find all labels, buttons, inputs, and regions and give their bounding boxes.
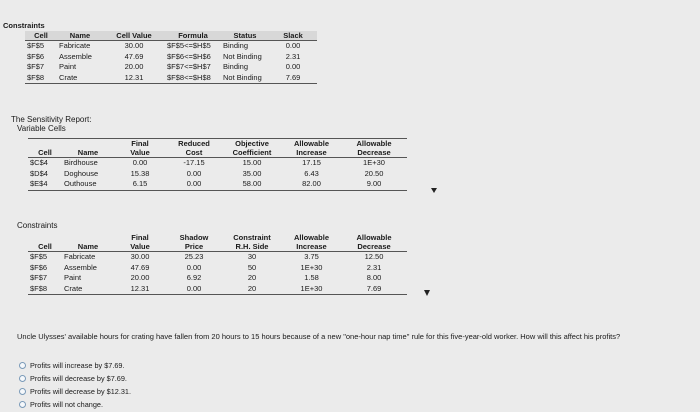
cell-name: Doghouse — [64, 168, 99, 178]
question-text: Uncle Ulysses' available hours for crating have fallen from 20 hours to 15 hours because of a new "one-hour nap time" rule for this five-year-old worker. How will this affect his profits? — [17, 332, 621, 341]
option-decrease-7-69[interactable] — [19, 374, 127, 383]
col-objective-coefficient: Coefficient — [222, 148, 282, 158]
variable-cells-title: Variable Cells — [17, 124, 66, 133]
cell-final-value: 15.38 — [130, 168, 150, 178]
option-increase-7-69[interactable] — [19, 361, 125, 370]
col-top — [28, 139, 62, 149]
cell-ref: $F$6 — [27, 51, 45, 61]
cursor-mark-icon — [431, 188, 437, 193]
cell-allowable-decrease: 8.00 — [366, 273, 382, 282]
col-status: Status — [221, 31, 269, 41]
cell-reduced-cost: 0.00 — [186, 168, 202, 178]
col-top: Final — [131, 233, 149, 242]
cell-value: 47.69 — [124, 51, 144, 61]
cell-ref: $F$8 — [28, 284, 62, 295]
cell-shadow-price: 0.00 — [186, 262, 202, 272]
cursor-mark-icon — [424, 290, 430, 296]
col-cell: Cell — [28, 148, 62, 158]
table-row — [28, 252, 407, 263]
cell-slack: 0.00 — [285, 62, 301, 71]
col-top: Reduced — [166, 139, 222, 149]
cell-allowable-decrease: 7.69 — [341, 284, 407, 295]
table-row — [25, 73, 317, 84]
cell-name: Paint — [64, 273, 82, 282]
col-name: Name — [62, 148, 114, 158]
constraints-sensitivity-title: Constraints — [17, 221, 58, 230]
cell-ref: $D$4 — [30, 168, 48, 178]
cell-objective-coefficient: 15.00 — [242, 158, 262, 167]
col-name: Name — [57, 31, 103, 41]
cell-ref: $F$7 — [30, 273, 48, 282]
cell-status: Not Binding — [223, 51, 262, 61]
col-allowable-increase: Increase — [282, 242, 341, 252]
cell-ref: $F$7 — [27, 62, 45, 71]
col-top: Allowable — [341, 139, 407, 149]
col-cell: Cell — [28, 242, 62, 252]
cell-allowable-decrease: 1E+30 — [363, 158, 385, 167]
col-top: Allowable — [293, 233, 329, 242]
cell-slack: 2.31 — [285, 51, 301, 61]
cell-value: 20.00 — [124, 62, 144, 71]
cell-formula: $F$8<=$H$8 — [165, 73, 221, 84]
cell-shadow-price: 0.00 — [166, 284, 222, 295]
cell-allowable-decrease: 20.50 — [364, 168, 384, 178]
cell-ref: $F$5 — [27, 41, 45, 50]
cell-ref: $C$4 — [30, 158, 48, 167]
sensitivity-title: The Sensitivity Report: — [11, 115, 92, 124]
cell-rh-side: 30 — [247, 252, 257, 261]
option-no-change[interactable] — [19, 400, 103, 409]
col-top — [62, 139, 114, 149]
col-top: Allowable — [356, 233, 392, 242]
col-top: Final — [114, 139, 166, 149]
col-allowable-increase: Increase — [282, 148, 341, 158]
cell-status: Not Binding — [221, 73, 269, 84]
cell-shadow-price: 6.92 — [186, 273, 202, 282]
constraints-title: Constraints — [3, 21, 45, 30]
col-name: Name — [62, 242, 114, 252]
table-row — [28, 158, 407, 169]
cell-final-value: 0.00 — [132, 158, 148, 167]
option-label: Profits will increase by $7.69. — [30, 361, 125, 370]
col-top: Constraint — [233, 233, 271, 242]
col-top — [28, 233, 62, 242]
table-row — [25, 41, 317, 52]
cell-allowable-decrease: 9.00 — [341, 179, 407, 190]
cell-allowable-increase: 1E+30 — [282, 284, 341, 295]
constraints-table — [25, 31, 317, 84]
col-slack: Slack — [269, 31, 317, 41]
cell-name: Assemble — [64, 262, 97, 272]
cell-allowable-decrease: 2.31 — [366, 262, 382, 272]
table-row — [25, 62, 317, 73]
cell-ref: $F$6 — [30, 262, 48, 272]
cell-name: Paint — [59, 62, 77, 71]
table-row — [28, 273, 407, 284]
col-reduced-cost: Cost — [166, 148, 222, 158]
cell-slack: 7.69 — [269, 73, 317, 84]
col-cell-value: Cell Value — [103, 31, 165, 41]
table-row — [25, 52, 317, 63]
radio-button[interactable] — [19, 401, 26, 408]
table-row — [28, 179, 407, 190]
cell-name: Assemble — [59, 51, 92, 61]
cell-rh-side: 50 — [247, 262, 257, 272]
col-formula: Formula — [165, 31, 221, 41]
cell-name: Crate — [57, 73, 103, 84]
cell-value: 30.00 — [124, 41, 144, 50]
cell-allowable-increase: 1E+30 — [300, 262, 323, 272]
cell-ref: $F$8 — [25, 73, 57, 84]
cell-allowable-increase: 3.75 — [304, 252, 319, 261]
cell-objective-coefficient: 35.00 — [242, 168, 262, 178]
cell-rh-side: 20 — [222, 284, 282, 295]
cell-value: 12.31 — [103, 73, 165, 84]
cell-status: Binding — [223, 62, 249, 71]
cell-allowable-increase: 1.58 — [304, 273, 319, 282]
col-allowable-decrease: Decrease — [341, 148, 407, 158]
table-row — [28, 169, 407, 180]
col-allowable-decrease: Decrease — [341, 242, 407, 252]
option-label: Profits will decrease by $12.31. — [30, 387, 131, 396]
cell-allowable-increase: 17.15 — [302, 158, 321, 167]
cell-allowable-decrease: 12.50 — [364, 252, 384, 261]
cell-allowable-increase: 82.00 — [282, 179, 341, 190]
cell-reduced-cost: -17.15 — [183, 158, 205, 167]
cell-name: Fabricate — [59, 41, 91, 50]
cell-objective-coefficient: 58.00 — [222, 179, 282, 190]
cell-formula: $F$6<=$H$6 — [167, 51, 211, 61]
cell-final-value: 20.00 — [130, 273, 150, 282]
col-top: Allowable — [282, 139, 341, 149]
option-label: Profits will decrease by $7.69. — [30, 374, 127, 383]
table-row — [28, 284, 407, 295]
radio-button[interactable] — [19, 375, 26, 382]
constraints-sensitivity-table — [28, 233, 407, 295]
radio-button[interactable] — [19, 362, 26, 369]
cell-ref: $E$4 — [28, 179, 62, 190]
variable-cells-table — [28, 138, 407, 191]
col-final-value: Value — [114, 148, 166, 158]
cell-formula: $F$5<=$H$5 — [167, 41, 211, 50]
col-top: Objective — [222, 139, 282, 149]
col-shadow-price: Price — [166, 242, 222, 252]
cell-status: Binding — [223, 41, 249, 50]
cell-final-value: 12.31 — [114, 284, 166, 295]
cell-name: Outhouse — [62, 179, 114, 190]
cell-slack: 0.00 — [285, 41, 301, 50]
cell-shadow-price: 25.23 — [184, 252, 204, 261]
cell-final-value: 30.00 — [130, 252, 150, 261]
col-top: Shadow — [179, 233, 209, 242]
col-cell: Cell — [25, 31, 57, 41]
cell-final-value: 47.69 — [130, 262, 150, 272]
table-row — [28, 263, 407, 274]
cell-allowable-increase: 6.43 — [304, 168, 319, 178]
cell-formula: $F$7<=$H$7 — [167, 62, 211, 71]
col-top — [62, 233, 114, 242]
cell-final-value: 6.15 — [114, 179, 166, 190]
option-label: Profits will not change. — [30, 400, 104, 409]
col-rh-side: R.H. Side — [222, 242, 282, 252]
option-decrease-12-31[interactable] — [19, 387, 131, 396]
cell-ref: $F$5 — [30, 252, 48, 261]
cell-name: Birdhouse — [64, 158, 98, 167]
cell-rh-side: 20 — [247, 273, 257, 282]
col-final-value: Value — [114, 242, 166, 252]
cell-name: Crate — [62, 284, 114, 295]
radio-button[interactable] — [19, 388, 26, 395]
cell-name: Fabricate — [64, 252, 96, 261]
cell-reduced-cost: 0.00 — [166, 179, 222, 190]
